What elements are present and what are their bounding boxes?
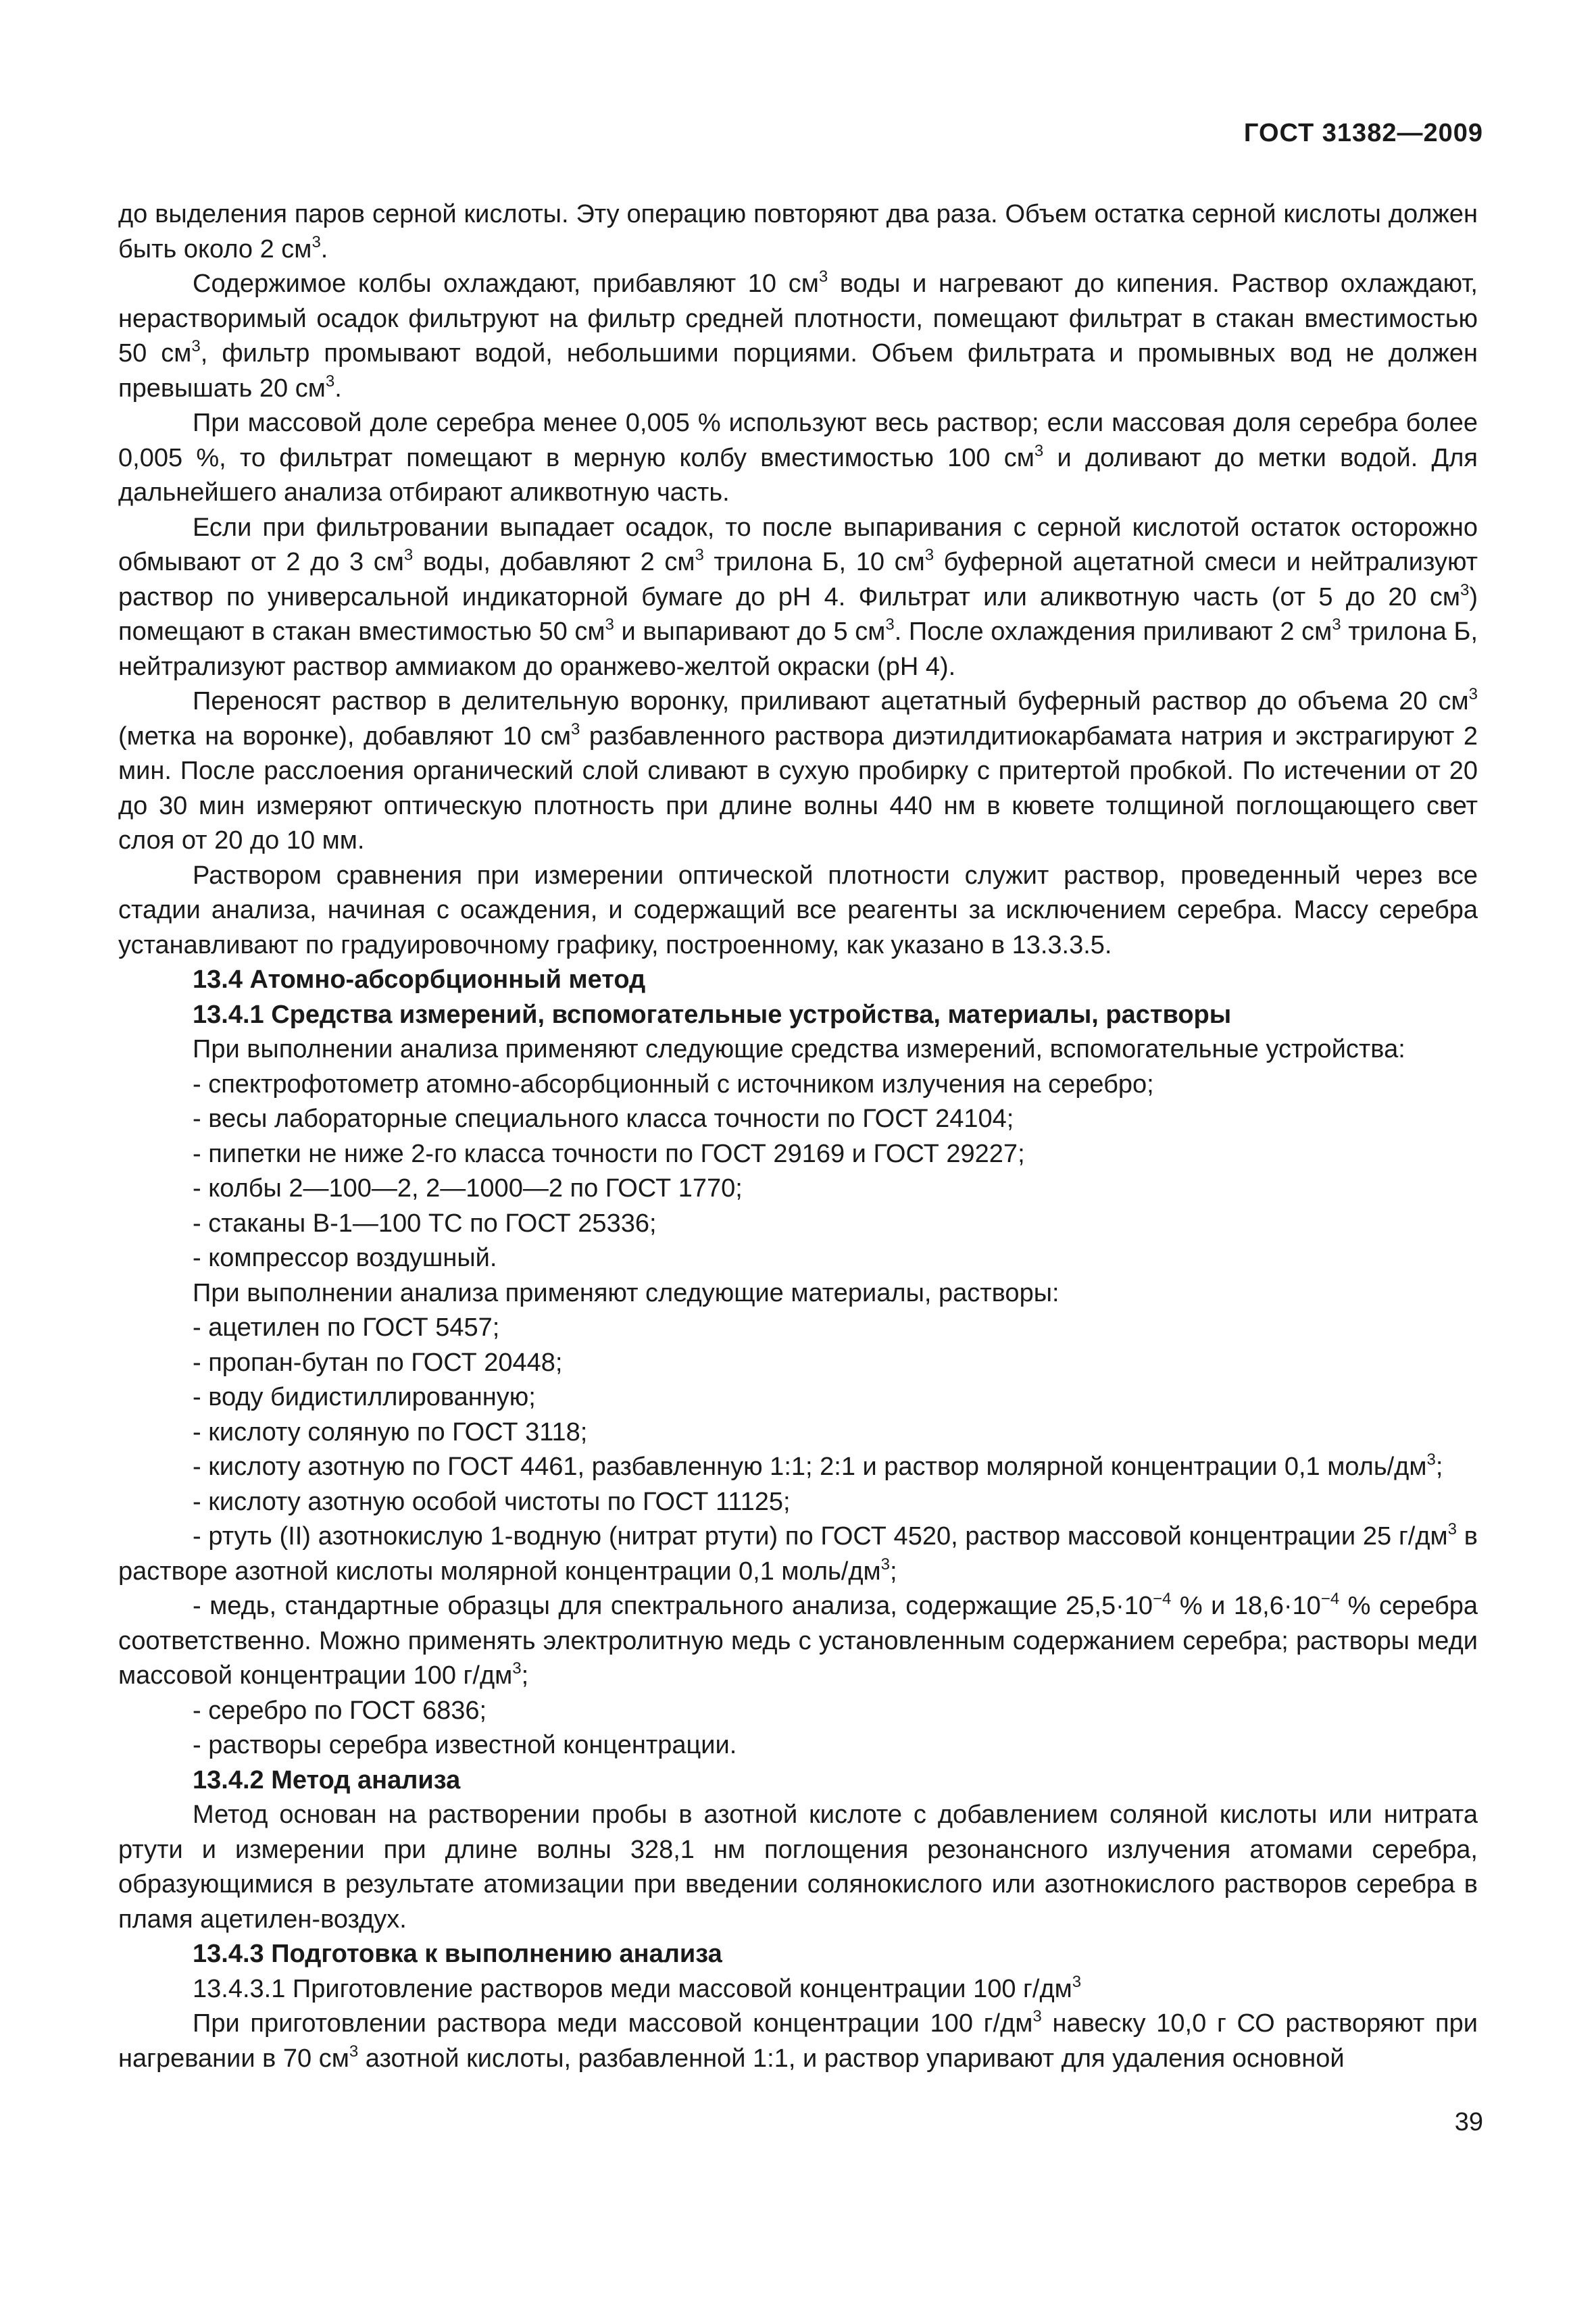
list-item: - кислоту азотную особой чистоты по ГОСТ 11125;: [193, 1487, 791, 1516]
paragraph: Переносят раствор в делительную воронку, приливают ацетатный буферный раствор до объема 20 $см^3$ (метка на воронке), добавляют 10 $см^3$ разбавленного раствора диэтилдитиокарбамата натрия и экстрагируют 2 мин. После расслоения органический слой сливают в сухую пробирку с притертой пробкой. По истечении от 20 до 30 мин измеряют оптическую плотность при длине волны 440 нм в кювете толщиной поглощающего свет слоя от 20 до 10 мм.: [118, 685, 1478, 855]
list-item: - воду бидистиллированную;: [193, 1383, 536, 1411]
paragraph: При выполнении анализа применяют следующие материалы, растворы:: [193, 1278, 1059, 1307]
paragraph: Если при фильтровании выпадает осадок, то после выпаривания с серной кислотой остаток осторожно обмывают от 2 до 3 $см^3$ воды, добавляют 2 $см^3$ трилона Б, 10 $см^3$ буферной ацетатной смеси и нейтрализуют раствор по универсальной индикаторной бумаге до pH 4. Фильтрат или аликвотную часть (от 5 до 20 $см^3$) помещают в стакан вместимостью 50 $см^3$ и выпаривают до 5 $см^3$. После охлаждения приливают 2 $см^3$ трилона Б, нейтрализуют раствор аммиаком до оранжево-желтой окраски (pH 4).: [118, 513, 1478, 681]
section-heading: 13.4.1 Средства измерений, вспомогательные устройства, материалы, растворы: [193, 1000, 1232, 1029]
list-item: - компрессор воздушный.: [193, 1244, 497, 1272]
paragraph: При массовой доле серебра менее 0,005 % используют весь раствор; если массовая доля серебра более 0,005 %, то фильтрат помещают в мерную колбу вместимостью 100 $см^3$ и доливают до метки водой. Для дальнейшего анализа отбирают аликвотную часть.: [118, 409, 1478, 507]
list-item: - ацетилен по ГОСТ 5457;: [193, 1313, 500, 1342]
list-item: - пропан-бутан по ГОСТ 20448;: [193, 1348, 563, 1377]
paragraph: до выделения паров серной кислоты. Эту операцию повторяют два раза. Объем остатка серной кислоты должен быть около 2 $см^3$.: [118, 200, 1478, 263]
list-item: - кислоту соляную по ГОСТ 3118;: [193, 1417, 588, 1447]
list-item: - весы лабораторные специального класса точности по ГОСТ 24104;: [193, 1105, 1014, 1133]
document-code: ГОСТ 31382—2009: [1243, 119, 1483, 147]
paragraph: При приготовлении раствора меди массовой концентрации 100 $г/дм^3$ навеску 10,0 г СО растворяют при нагревании в 70 $см^3$ азотной кислоты, разбавленной 1:1, и раствор упаривают для удаления основной: [118, 2007, 1478, 2073]
list-item: - серебро по ГОСТ 6836;: [193, 1696, 487, 1725]
section-heading: 13.4.2 Метод анализа: [193, 1765, 461, 1794]
list-item: - спектрофотометр атомно-абсорбционный с источником излучения на серебро;: [193, 1070, 1154, 1099]
list-item: - медь, стандартные образцы для спектрального анализа, содержащие $25,5\cdot 10^{-4}$ % и $18,6\cdot 10^{-4}$ % серебра соответственно. Можно применять электролитную медь с установленным содержанием серебра; растворы меди массовой концентрации 100 $г/дм^3$;: [118, 1590, 1478, 1690]
list-item: - колбы 2—100—2, 2—1000—2 по ГОСТ 1770;: [193, 1174, 743, 1203]
list-item: - ртуть (II) азотнокислую 1-водную (нитрат ртути) по ГОСТ 4520, раствор массовой концентрации 25 $г/дм^3$ в растворе азотной кислоты молярной концентрации 0,1 моль/$дм^3$;: [118, 1520, 1478, 1586]
page-number: 39: [1454, 2108, 1483, 2136]
list-item: - растворы серебра известной концентрации.: [193, 1731, 737, 1759]
paragraph: При выполнении анализа применяют следующие средства измерений, вспомогательные устройства:: [193, 1035, 1405, 1063]
paragraph: Содержимое колбы охлаждают, прибавляют 10 $см^3$ воды и нагревают до кипения. Раствор охлаждают, нерастворимый осадок фильтруют на фильтр средней плотности, помещают фильтрат в стакан вместимостью 50 $см^3$, фильтр промывают водой, небольшими порциями. Объем фильтрата и промывных вод не должен превышать 20 $см^3$.: [118, 268, 1478, 403]
section-heading: 13.4.3 Подготовка к выполнению анализа: [193, 1940, 722, 1968]
list-item: - стаканы В-1—100 ТС по ГОСТ 25336;: [193, 1209, 657, 1238]
paragraph: 13.4.3.1 Приготовление растворов меди массовой концентрации 100 $г/дм^3$: [193, 1972, 1082, 2003]
list-item: - кислоту азотную по ГОСТ 4461, разбавленную 1:1; 2:1 и раствор молярной концентрации 0,1 моль/$дм^3$;: [193, 1451, 1443, 1481]
paragraph: Раствором сравнения при измерении оптической плотности служит раствор, проведенный через все стадии анализа, начиная с осаждения, и содержащий все реагенты за исключением серебра. Массу серебра устанавливают по градуировочному графику, построенному, как указано в 13.3.3.5.: [118, 861, 1478, 959]
paragraph: Метод основан на растворении пробы в азотной кислоте с добавлением соляной кислоты или нитрата ртути и измерении при длине волны 328,1 нм поглощения резонансного излучения атомами серебра, образующимися в результате атомизации при введении солянокислого или азотнокислого растворов серебра в пламя ацетилен-воздух.: [118, 1801, 1478, 1934]
section-heading: 13.4 Атомно-абсорбционный метод: [193, 965, 646, 994]
list-item: - пипетки не ниже 2-го класса точности по ГОСТ 29169 и ГОСТ 29227;: [193, 1139, 1025, 1168]
page-body: [118, 197, 1478, 2076]
